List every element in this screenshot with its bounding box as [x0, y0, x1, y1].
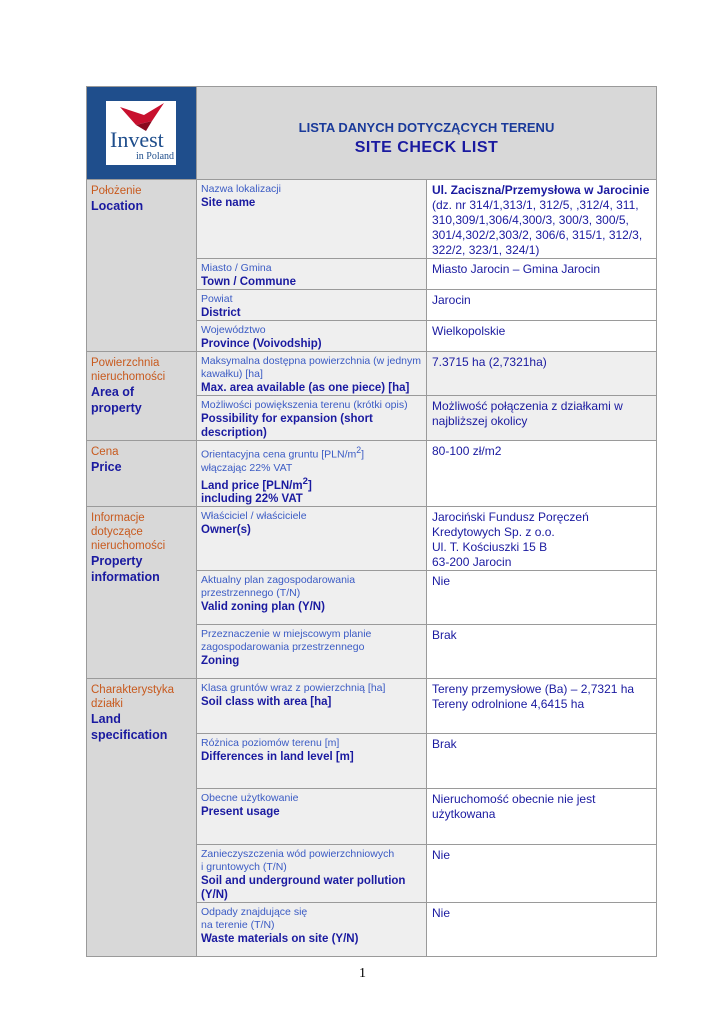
- zoning-label-cell: [197, 625, 427, 679]
- usage-value: Nieruchomość obecnie nie jest użytkowana: [427, 789, 657, 845]
- land-price-pl-close: ]: [361, 448, 365, 461]
- owner-label-cell: [197, 507, 427, 571]
- area-section-pl-1: Powierzchnia: [91, 357, 160, 369]
- land-price-en-text: Land price [PLN/m: [201, 479, 303, 492]
- contamination-label-pl-1: Zanieczyszczenia wód powierzchniowych: [201, 848, 395, 861]
- location-section-cell: [87, 180, 197, 352]
- site-name-row: [87, 180, 657, 259]
- expansion-label-cell: [197, 396, 427, 441]
- property-section-pl-3: nieruchomości: [91, 540, 166, 553]
- owner-row: [87, 507, 657, 571]
- land-price-value: 80-100 zł/m2: [427, 441, 657, 507]
- zoning-value: Brak: [427, 625, 657, 679]
- land-price-en-close: ]: [307, 479, 312, 492]
- land-section-pl-1: Charakterystyka: [91, 684, 175, 697]
- site-check-list-table: [86, 86, 657, 957]
- soil-value-excluded: Tereny odrolnione 4,6415 ha: [432, 697, 585, 712]
- land-price-pl-text: Orientacyjna cena gruntu [PLN/m: [201, 448, 357, 461]
- list-title: LISTA DANYCH DOTYCZĄCYCH TERENU: [298, 119, 555, 135]
- property-section-pl-1: Informacje: [91, 512, 145, 525]
- property-section-en-1: Property: [91, 554, 143, 569]
- expansion-label-pl: Możliwości powiększenia terenu (krótki opis): [201, 399, 408, 411]
- owner-label-pl: Właściciel / właściciele: [201, 510, 307, 523]
- town-label-cell: [197, 259, 427, 290]
- owner-line: 63-200 Jarocin: [432, 555, 512, 570]
- soil-row: [87, 679, 657, 734]
- owner-value-cell: [427, 507, 657, 571]
- land-spec-section-cell: [87, 679, 197, 957]
- zoning-plan-label-pl: Aktualny plan zagospodarowania przestrzennego (T/N): [201, 574, 356, 600]
- province-label-cell: [197, 321, 427, 352]
- owner-line: Jarociński Fundusz Poręczeń: [432, 510, 589, 525]
- max-area-label-en: Max. area available (as one piece) [ha]: [201, 382, 410, 394]
- title-cell: [197, 87, 657, 180]
- owner-label-en: Owner(s): [201, 524, 251, 537]
- property-section-pl-2: dotyczące: [91, 526, 143, 539]
- waste-label-pl-1: Odpady znajdujące się: [201, 906, 308, 919]
- site-name-label-cell: [197, 180, 427, 259]
- site-name-value-main: Ul. Zaciszna/Przemysłowa w Jarocinie: [432, 183, 650, 197]
- property-info-section-cell: [87, 507, 197, 679]
- land-price-label-pl-vat: włączając 22% VAT: [201, 461, 293, 474]
- logo-cell: [87, 87, 197, 180]
- usage-label-cell: [197, 789, 427, 845]
- level-label-pl: Różnica poziomów terenu [m]: [201, 737, 340, 750]
- usage-label-pl: Obecne użytkowanie: [201, 792, 299, 805]
- area-section-en-1: Area of: [91, 385, 135, 399]
- land-price-row: [87, 441, 657, 507]
- waste-label-pl-2: na terenie (T/N): [201, 919, 275, 932]
- soil-value-industrial: Tereny przemysłowe (Ba) – 2,7321 ha: [432, 682, 635, 697]
- zoning-plan-label-en: Valid zoning plan (Y/N): [201, 601, 325, 614]
- price-section-cell: [87, 441, 197, 507]
- district-value: Jarocin: [427, 290, 657, 321]
- property-section-en-2: information: [91, 570, 160, 585]
- logo-subtext: in Poland: [136, 151, 175, 162]
- level-value: Brak: [427, 734, 657, 789]
- page-number: 1: [359, 966, 366, 981]
- level-label-cell: [197, 734, 427, 789]
- max-area-label-pl: Maksymalna dostępna powierzchnia (w jednym kawałku) [ha]: [201, 355, 422, 380]
- zoning-label-pl: Przeznaczenie w miejscowym planie zagospodarowania przestrzennego: [201, 628, 372, 654]
- land-section-pl-2: działki: [91, 698, 123, 711]
- soil-value-cell: [427, 679, 657, 734]
- zoning-plan-label-cell: [197, 571, 427, 625]
- town-label-en: Town / Commune: [201, 276, 296, 288]
- zoning-label-en: Zoning: [201, 655, 240, 668]
- logo-graphic: [106, 101, 176, 165]
- header-row: [87, 87, 657, 180]
- waste-label-en: Waste materials on site (Y/N): [201, 933, 359, 946]
- expansion-value: Możliwość połączenia z działkami w najbliższej okolicy: [427, 396, 657, 441]
- land-section-en-2: specification: [91, 728, 168, 743]
- district-label-en: District: [201, 307, 241, 319]
- waste-label-cell: [197, 903, 427, 957]
- level-label-en: Differences in land level [m]: [201, 751, 354, 764]
- province-label-pl: Województwo: [201, 324, 266, 336]
- soil-label-en: Soil class with area [ha]: [201, 696, 332, 709]
- area-section-en-2: property: [91, 401, 142, 415]
- zoning-plan-value: Nie: [427, 571, 657, 625]
- land-price-en-sup: 2: [302, 475, 308, 487]
- land-price-label-en-vat: including 22% VAT: [201, 493, 303, 506]
- land-price-label-en: [201, 475, 422, 493]
- land-price-label-cell: [197, 441, 427, 507]
- expansion-label-en: Possibility for expansion (short description): [201, 413, 373, 439]
- town-label-pl: Miasto / Gmina: [201, 262, 272, 274]
- price-section-en: Price: [91, 460, 122, 474]
- district-label-pl: Powiat: [201, 293, 233, 305]
- contamination-label-pl-2: i gruntowych (T/N): [201, 861, 287, 874]
- waste-value: Nie: [427, 903, 657, 957]
- land-price-label-pl: [201, 444, 422, 462]
- owner-line: Kredytowych Sp. z o.o.: [432, 525, 555, 540]
- site-name-label-pl: Nazwa lokalizacji: [201, 183, 281, 195]
- soil-label-cell: [197, 679, 427, 734]
- invest-in-poland-logo: [106, 101, 176, 165]
- area-section-pl-2: nieruchomości: [91, 371, 166, 383]
- contamination-label-en: Soil and underground water pollution (Y/N): [201, 875, 406, 902]
- site-name-label-en: Site name: [201, 197, 256, 209]
- area-section-cell: [87, 352, 197, 441]
- max-area-label-cell: [197, 352, 427, 396]
- land-price-pl-sup: 2: [356, 445, 362, 455]
- site-name-value-parcels: (dz. nr 314/1,313/1, 312/5, ,312/4, 311, 310,309/1,306/4,300/3, 300/3, 300/5, 301/4,302/2,303/2, 306/6, 315/1, 312/3, 322/2, 323/1, 324/1): [432, 198, 643, 257]
- soil-label-pl: Klasa gruntów wraz z powierzchnią [ha]: [201, 682, 386, 695]
- site-name-value-cell: [427, 180, 657, 259]
- town-value: Miasto Jarocin – Gmina Jarocin: [427, 259, 657, 290]
- max-area-value: 7.3715 ha (2,7321ha): [427, 352, 657, 396]
- land-section-en-1: Land: [91, 712, 121, 727]
- contamination-label-cell: [197, 845, 427, 903]
- owner-line: Ul. T. Kościuszki 15 B: [432, 540, 548, 555]
- logo-text: Invest: [110, 127, 164, 152]
- site-title: SITE CHECK LIST: [354, 138, 499, 156]
- usage-label-en: Present usage: [201, 806, 280, 819]
- location-section-pl: Położenie: [91, 185, 142, 197]
- max-area-row: [87, 352, 657, 396]
- logo-red-swoosh: [120, 103, 164, 125]
- province-value: Wielkopolskie: [427, 321, 657, 352]
- province-label-en: Province (Voivodship): [201, 338, 322, 350]
- contamination-value: Nie: [427, 845, 657, 903]
- price-section-pl: Cena: [91, 446, 119, 458]
- location-section-en: Location: [91, 199, 144, 213]
- district-label-cell: [197, 290, 427, 321]
